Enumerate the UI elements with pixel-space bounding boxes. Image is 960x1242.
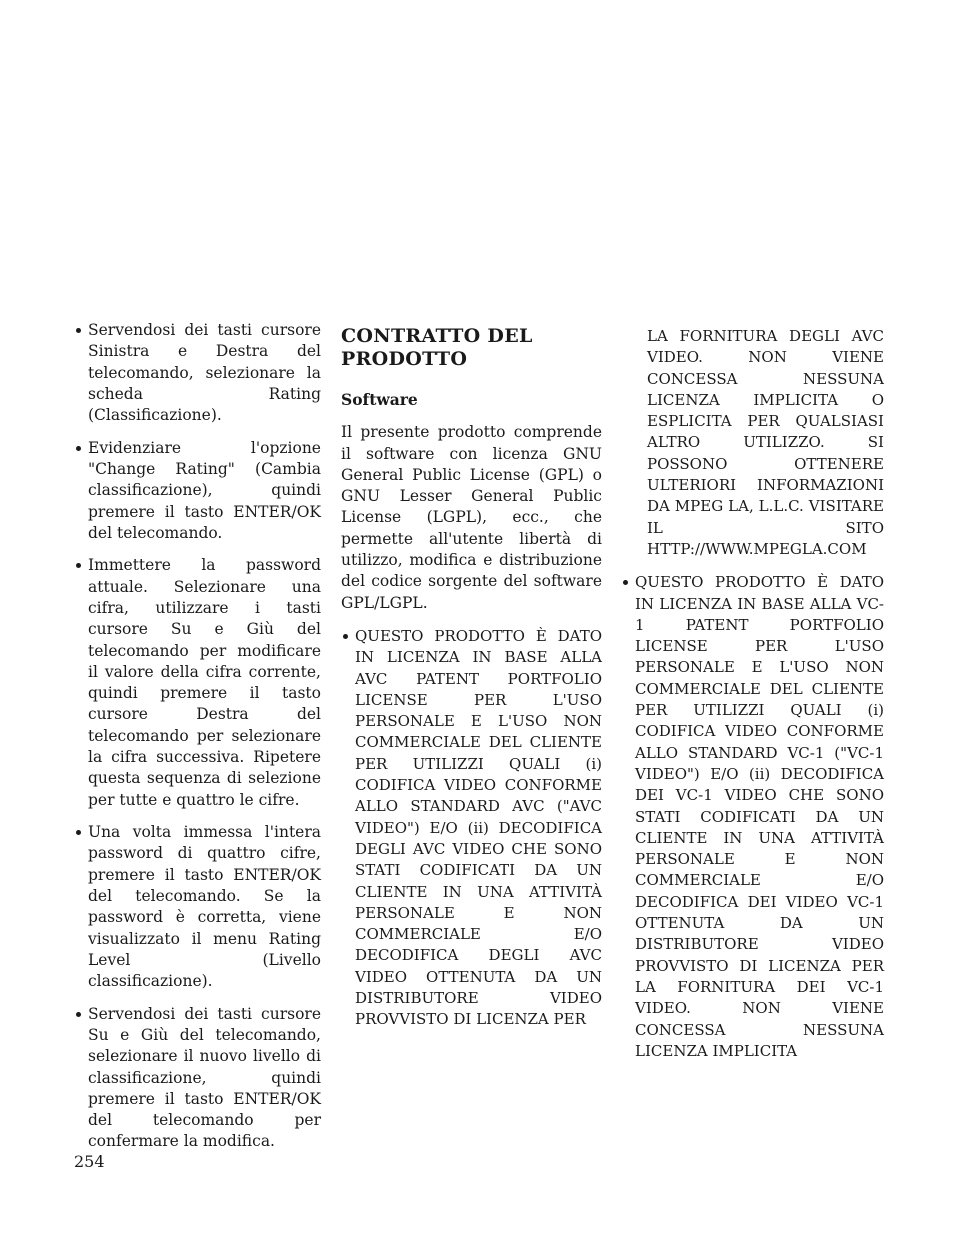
right-column [621, 326, 884, 1075]
list-item-text: Evidenziare l'opzione "Change Rating" (Cambia classificazione), quindi premere il tasto ENTER/OK del telecomando. [88, 438, 321, 542]
instruction-list [74, 320, 321, 1153]
list-item-text: QUESTO PRODOTTO È DATO IN LICENZA IN BASE ALLA VC-1 PATENT PORTFOLIO LICENSE PER L'USO PERSONALE E L'USO NON COMMERCIALE DEL CLIENTE PER UTILIZZI QUALI (i) CODIFICA VIDEO CONFORME ALLO STANDARD VC-1 ("VC-1 VIDEO") E/O (ii) DECODIFICA DEI VC-1 VIDEO CHE SONO STATI CODIFICATI DA UN CLIENTE IN UNA ATTIVITÀ PERSONALE E NON COMMERCIALE E/O DECODIFICA DEI VIDEO VC-1 OTTENUTA DA UN DISTRIBUTORE VIDEO PROVVISTO DI LICENZA PER LA FORNITURA DEI VC-1 VIDEO. NON VIENE CONCESSA NESSUNA LICENZA IMPLICITA [635, 573, 884, 1060]
paragraph: Il presente prodotto comprende il software con licenza GNU General Public License (GPL) o GNU Lesser General Public License (LGPL), ecc., che permette all'utente libertà di utilizzo, modifica e distribuzione del codice sorgente del software GPL/LGPL. [341, 423, 602, 612]
list-item [341, 626, 602, 1031]
license-list [341, 626, 602, 1031]
list-item-text: QUESTO PRODOTTO È DATO IN LICENZA IN BASE ALLA AVC PATENT PORTFOLIO LICENSE PER L'USO PERSONALE E L'USO NON COMMERCIALE DEL CLIENTE PER UTILIZZI QUALI (i) CODIFICA VIDEO CONFORME ALLO STANDARD AVC ("AVC VIDEO") E/O (ii) DECODIFICA DEGLI AVC VIDEO CHE SONO STATI CODIFICATI DA UN CLIENTE IN UNA ATTIVITÀ PERSONALE E NON COMMERCIALE E/O DECODIFICA DEGLI AVC VIDEO OTTENUTA DA UN DISTRIBUTORE VIDEO PROVVISTO DI LICENZA PER [355, 626, 602, 1029]
list-item [74, 822, 321, 992]
continued-text: LA FORNITURA DEGLI AVC VIDEO. NON VIENE CONCESSA NESSUNA LICENZA IMPLICITA O ESPLICITA PER QUALSIASI ALTRO UTILIZZO. SI POSSONO OTTENERE ULTERIORI INFORMAZIONI DA MPEG LA, L.L.C. VISITARE IL SITO HTTP://WWW.MPEGLA.COM [647, 327, 884, 558]
section-title: CONTRATTO DEL PRODOTTO [341, 325, 533, 370]
list-item [74, 555, 321, 811]
left-column [74, 320, 321, 1164]
list-item-text: Immettere la password attuale. Selezionare una cifra, utilizzare i tasti cursore Su e Giù del telecomando per modificare il valore della cifra corrente, quindi premere il tasto cursore Destra del telecomando per selezionare la cifra successiva. Ripetere questa sequenza di selezione per tutte e quattro le cifre. [88, 556, 321, 809]
list-item-text: Servendosi dei tasti cursore Sinistra e Destra del telecomando, selezionare la scheda Rating (Classificazione). [88, 321, 321, 425]
list-item [74, 438, 321, 544]
page-number: 254 [74, 1152, 105, 1171]
list-item-text: Servendosi dei tasti cursore Su e Giù del telecomando, selezionare il nuovo livello di classificazione, quindi premere il tasto ENTER/OK del telecomando per confermare la modifica. [88, 1004, 321, 1151]
middle-column [341, 325, 602, 1043]
list-item [621, 572, 884, 1062]
license-list [621, 572, 884, 1062]
list-item [74, 1004, 321, 1153]
subheading: Software [341, 390, 418, 409]
list-item-text: Una volta immessa l'intera password di quattro cifre, premere il tasto ENTER/OK del telecomando. Se la password è corretta, viene visualizzato il menu Rating Level (Livello classificazione). [88, 823, 321, 991]
list-item [74, 320, 321, 426]
